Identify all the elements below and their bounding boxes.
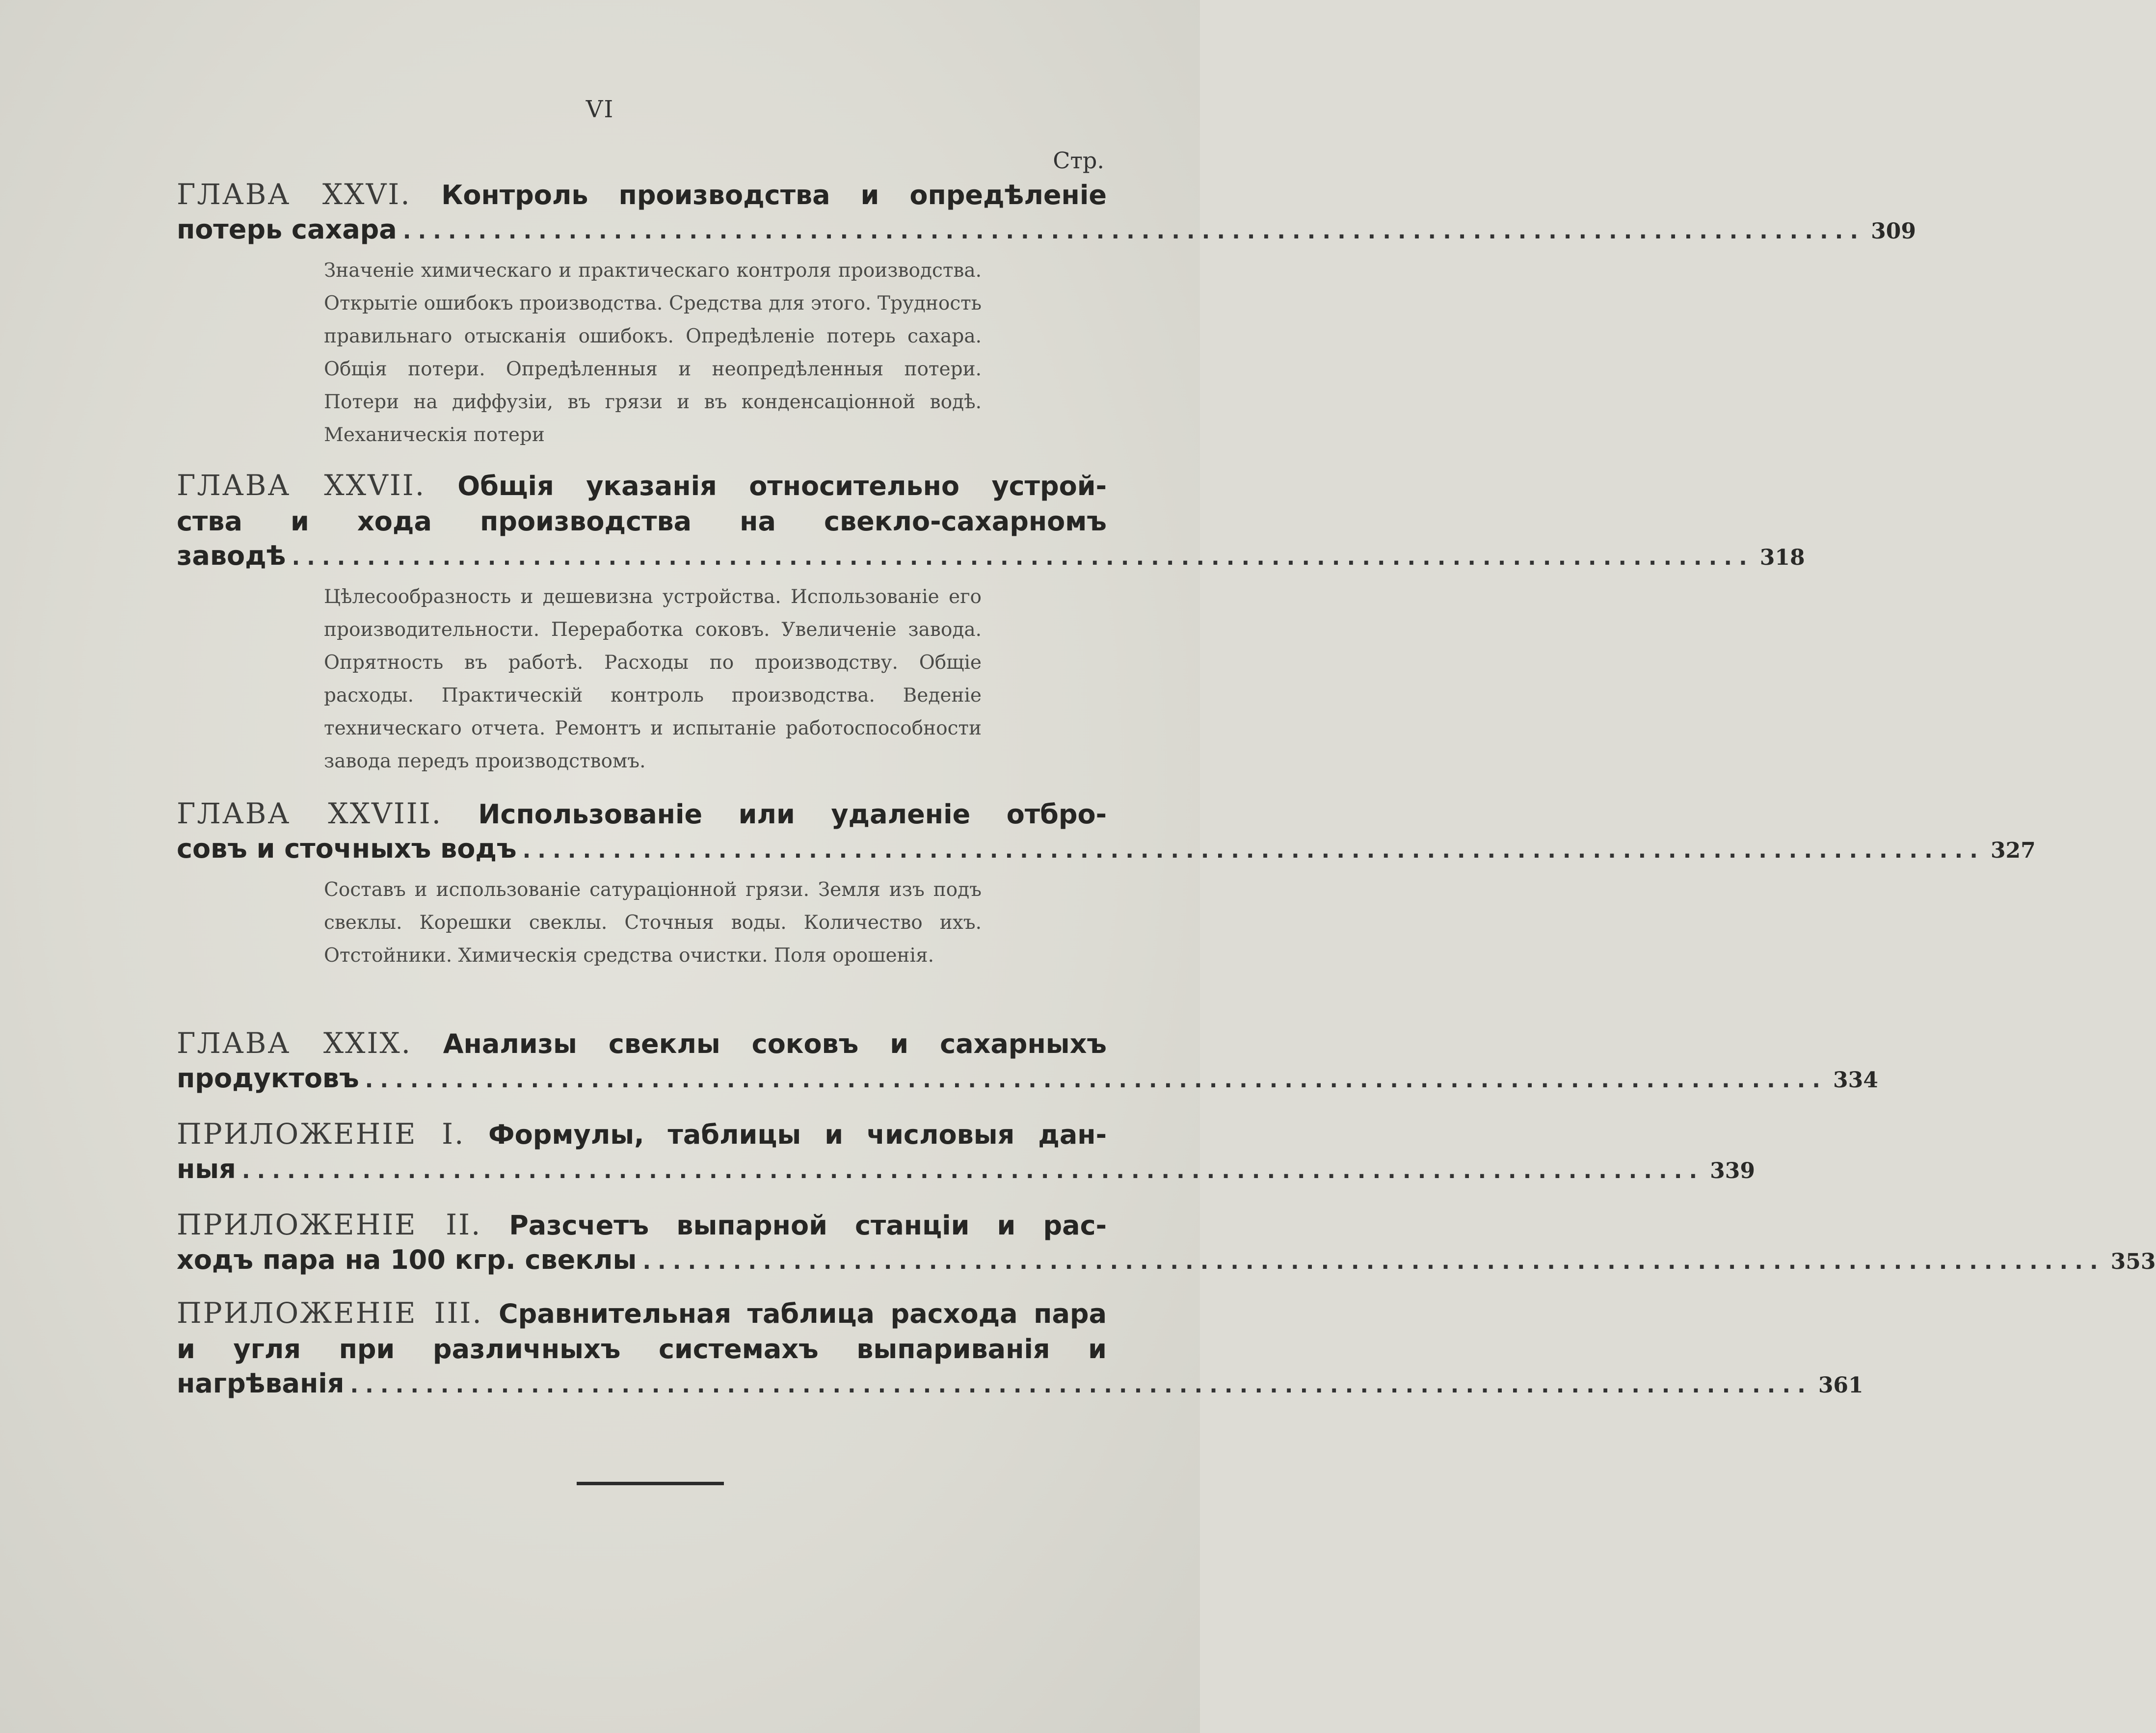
page-ref: 318 <box>1759 545 1805 570</box>
page-column-label: Стр. <box>1053 147 1104 174</box>
dot-leader: ................................................................................................. <box>642 1249 2105 1274</box>
chapter-title: совъ и сточныхъ водъ <box>177 833 517 864</box>
toc-entry-chapter-26 <box>177 177 1916 451</box>
end-rule <box>577 1482 724 1485</box>
appendix-label: ПРИЛОЖЕНІЕ II. <box>177 1208 482 1241</box>
toc-entry-appendix-3 <box>177 1295 1863 1401</box>
dot-leader: ................................................................................................. <box>522 838 1985 863</box>
page-number: VI <box>586 96 614 123</box>
toc-leader-line <box>177 1366 1863 1401</box>
toc-leader-line <box>177 538 1805 574</box>
page-ref: 327 <box>1990 838 2036 863</box>
toc-heading-line <box>177 1295 1107 1331</box>
chapter-title: ства и хода производства на свекло-сахарномъ <box>177 506 1107 537</box>
page-ref: 361 <box>1818 1373 1863 1398</box>
toc-heading-line <box>177 796 1107 831</box>
appendix-title: Сравнительная таблица расхода пара <box>499 1298 1107 1329</box>
appendix-label: ПРИЛОЖЕНІЕ I. <box>177 1117 465 1151</box>
toc-entry-chapter-29 <box>177 1025 1878 1096</box>
chapter-label: ГЛАВА XXVII. <box>177 469 426 502</box>
toc-heading-line <box>177 1207 1107 1242</box>
appendix-title: Формулы, таблицы и числовыя дан- <box>488 1119 1107 1150</box>
chapter-summary: Значеніе химическаго и практическаго контроля производства. Открытіе ошибокъ производства. Средства для этого. Трудность правильнаго отысканія ошибокъ. Опредѣленіе потерь сахара. Общія потери. Опредѣленныя и неопредѣленныя потери. Потери на диффузіи, въ грязи и въ конденсаціонной водѣ. Механическія потери <box>324 260 982 446</box>
chapter-title: продуктовъ <box>177 1063 359 1094</box>
toc-leader-line <box>177 212 1916 247</box>
dot-leader: ................................................................................................. <box>241 1158 1704 1183</box>
toc-heading-line <box>177 468 1107 503</box>
appendix-title: ныя <box>177 1154 236 1184</box>
appendix-title: Разсчетъ выпарной станціи и рас- <box>509 1210 1107 1241</box>
dot-leader: ................................................................................................. <box>365 1068 1828 1093</box>
toc-leader-line <box>177 1061 1878 1096</box>
toc-heading-line <box>177 1025 1107 1061</box>
appendix-title: нагрѣванія <box>177 1368 345 1399</box>
page-ref: 309 <box>1871 219 1916 244</box>
chapter-summary: Цѣлесообразность и дешевизна устройства. Использованіе его производительности. Переработка соковъ. Увеличеніе завода. Опрятность въ работѣ. Расходы по производству. Общіе расходы. Практическій контроль производства. Веденіе техническаго отчета. Ремонтъ и испытаніе работоспособности завода передъ производствомъ. <box>324 586 982 772</box>
toc-heading-line <box>177 1331 1107 1366</box>
page-ref: 353 <box>2110 1249 2156 1274</box>
toc-leader-line <box>177 1242 2156 1278</box>
toc-heading-line <box>177 177 1107 212</box>
page-ref: 339 <box>1710 1158 1756 1183</box>
chapter-title: заводѣ <box>177 540 286 571</box>
toc-heading-line <box>177 503 1107 538</box>
chapter-label: ГЛАВА XXVI. <box>177 178 411 211</box>
chapter-label: ГЛАВА XXIX. <box>177 1026 412 1060</box>
chapter-title: Контроль производства и опредѣленіе <box>441 180 1107 210</box>
chapter-title: Использованіе или удаленіе отбро- <box>478 799 1107 830</box>
toc-heading-line <box>177 1116 1107 1152</box>
toc-leader-line <box>177 831 2036 866</box>
toc-entry-chapter-27 <box>177 468 1805 778</box>
toc-entry-chapter-28 <box>177 796 2036 972</box>
chapter-title: Общія указанія относительно устрой- <box>457 471 1107 501</box>
appendix-title: ходъ пара на 100 кгр. свеклы <box>177 1244 637 1275</box>
dot-leader: ................................................................................................. <box>402 219 1865 244</box>
chapter-summary: Составъ и использованіе сатураціонной грязи. Земля изъ подъ свеклы. Корешки свеклы. Сточныя воды. Количество ихъ. Отстойники. Химическія средства очистки. Поля орошенія. <box>324 879 982 967</box>
dot-leader: ................................................................................................. <box>292 545 1754 570</box>
dot-leader: ................................................................................................. <box>350 1373 1812 1398</box>
toc-entry-appendix-1 <box>177 1116 1756 1187</box>
chapter-title: Анализы свеклы соковъ и сахарныхъ <box>443 1028 1107 1059</box>
toc-leader-line <box>177 1152 1756 1187</box>
chapter-title: потерь сахара <box>177 214 397 245</box>
page-ref: 334 <box>1833 1068 1878 1093</box>
appendix-title: и угля при различныхъ системахъ выпариванія и <box>177 1334 1107 1365</box>
toc-entry-appendix-2 <box>177 1207 2156 1278</box>
chapter-label: ГЛАВА XXVIII. <box>177 797 443 830</box>
appendix-label: ПРИЛОЖЕНІЕ III. <box>177 1296 483 1330</box>
